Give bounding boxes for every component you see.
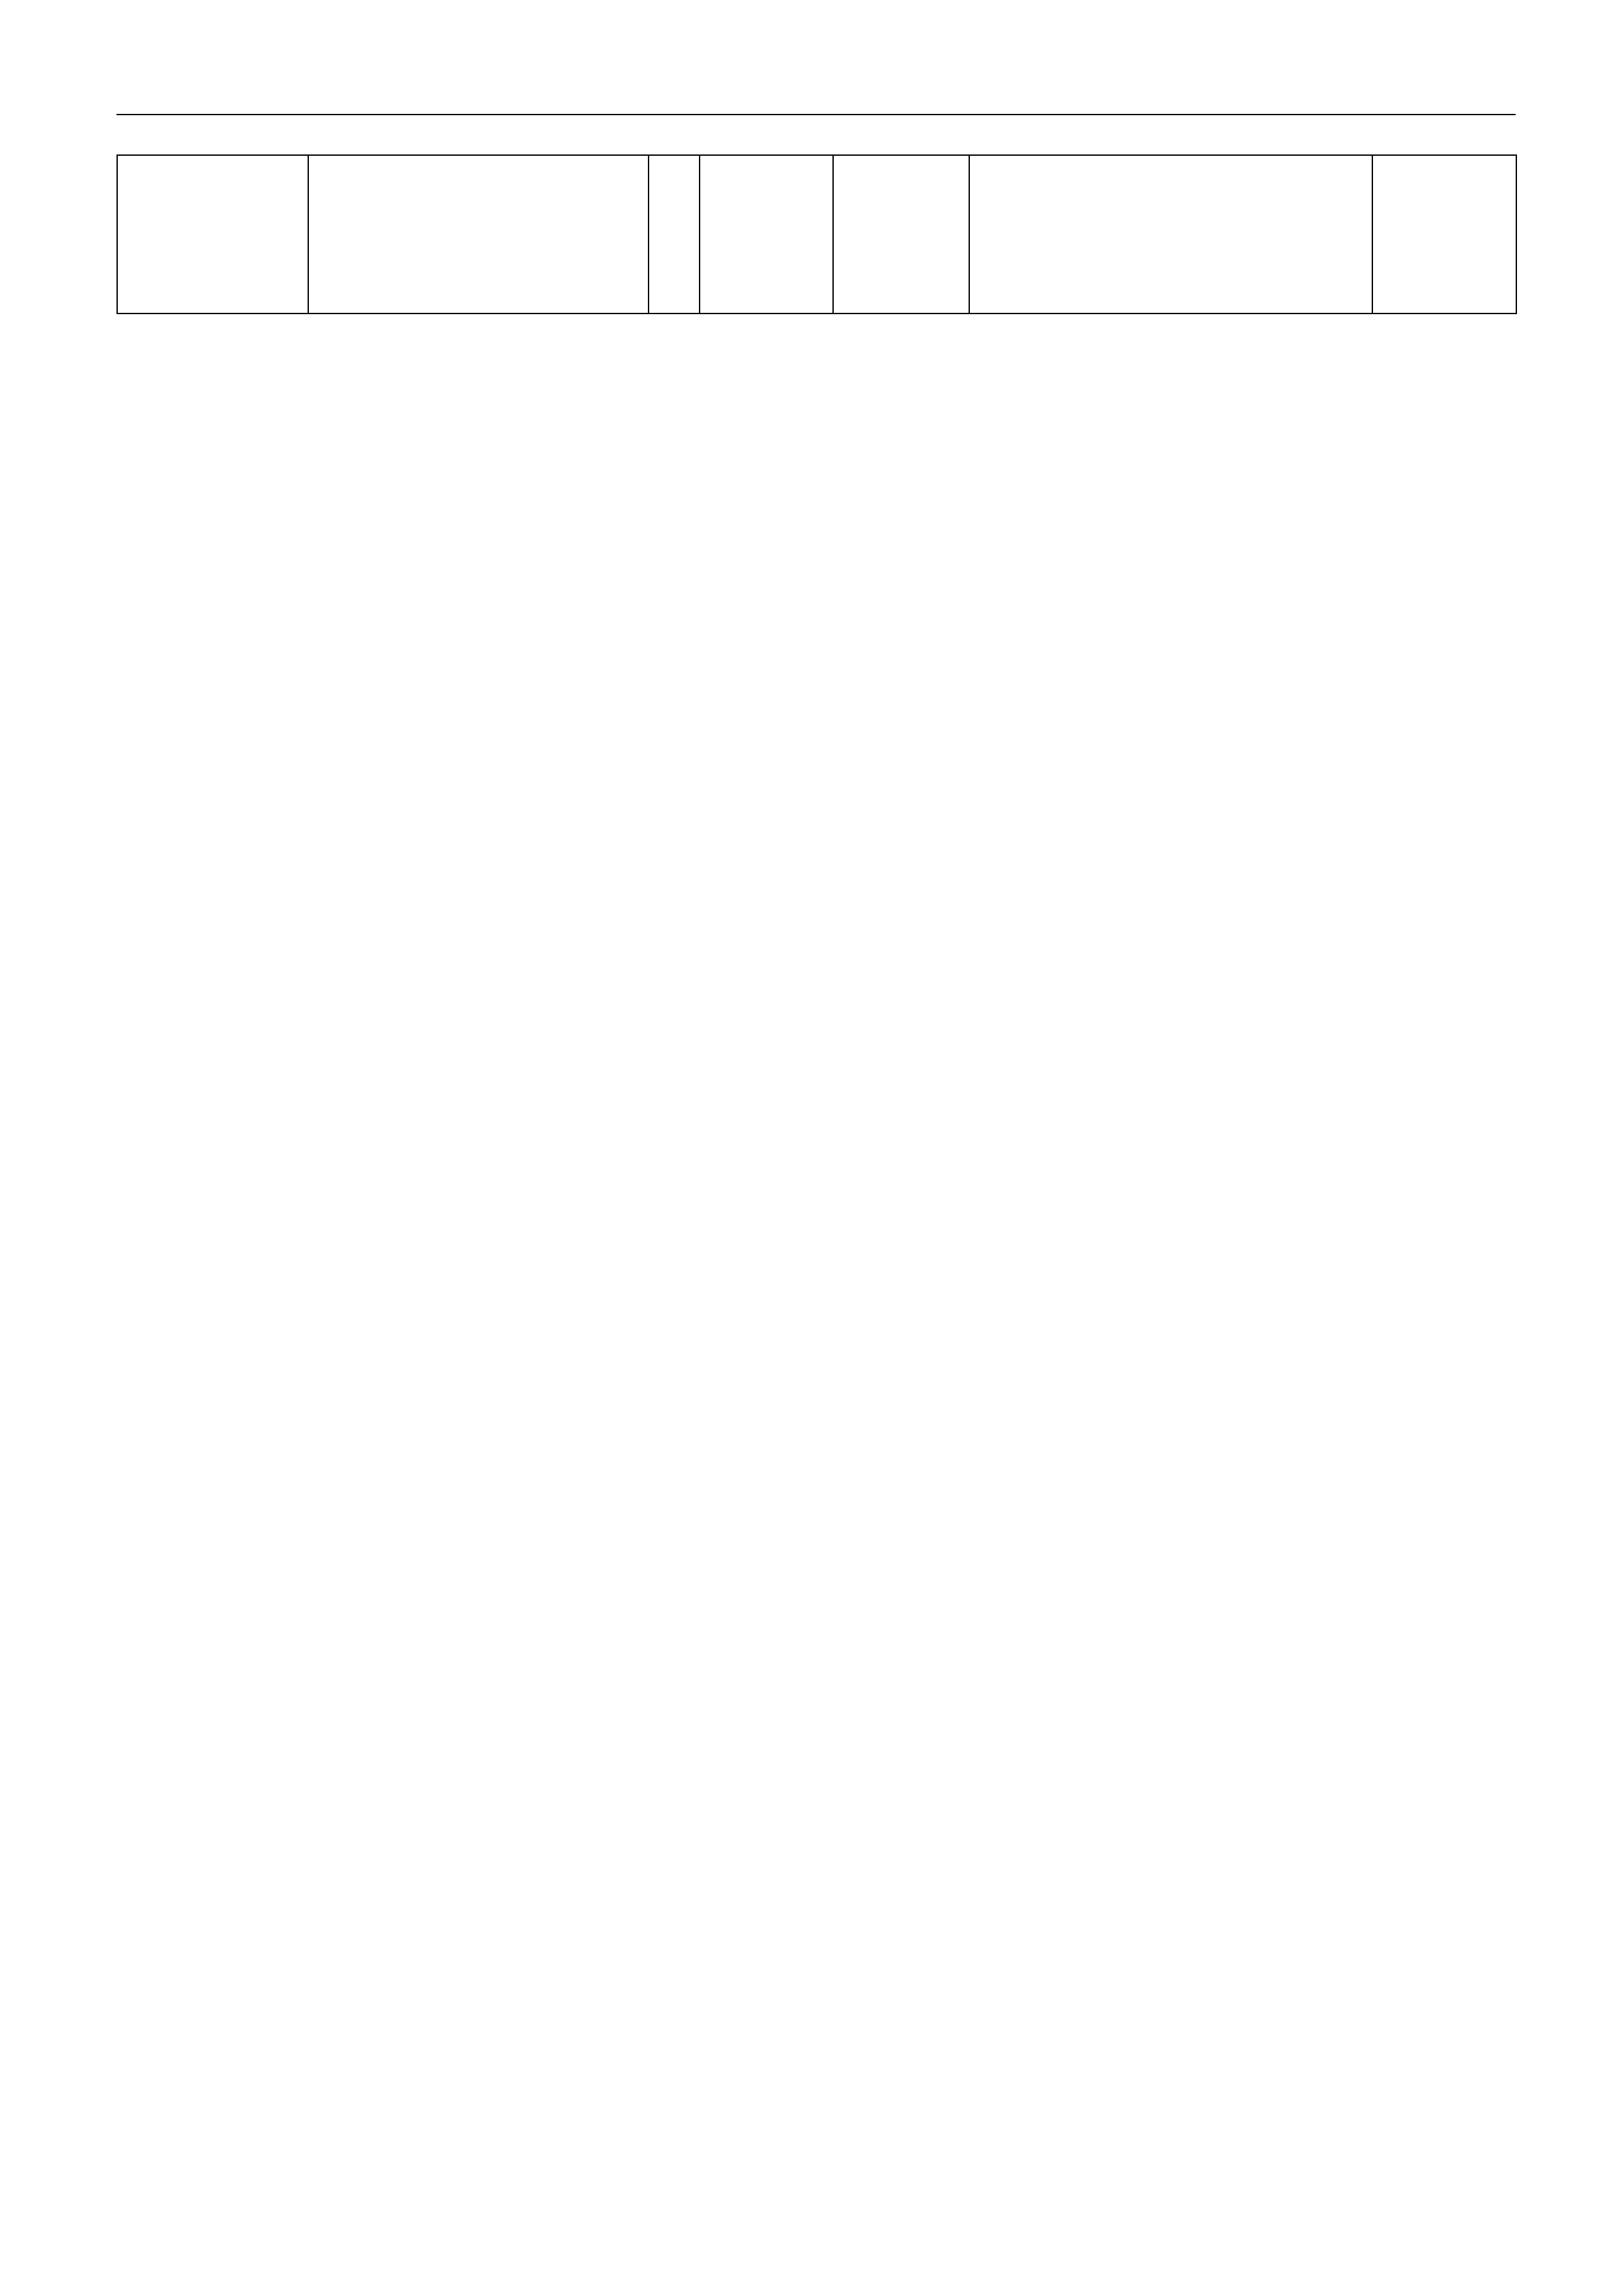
header-rule	[116, 114, 1516, 115]
hdr-direct-costs	[700, 155, 833, 314]
hdr-zone	[649, 155, 700, 314]
hdr-work-name	[308, 155, 649, 314]
hdr-labor-costs	[1372, 155, 1516, 314]
hdr-rate-numbers	[117, 155, 308, 314]
hdr-labor-pay	[833, 155, 969, 314]
rates-table	[116, 154, 1517, 314]
hdr-including	[969, 155, 1372, 314]
